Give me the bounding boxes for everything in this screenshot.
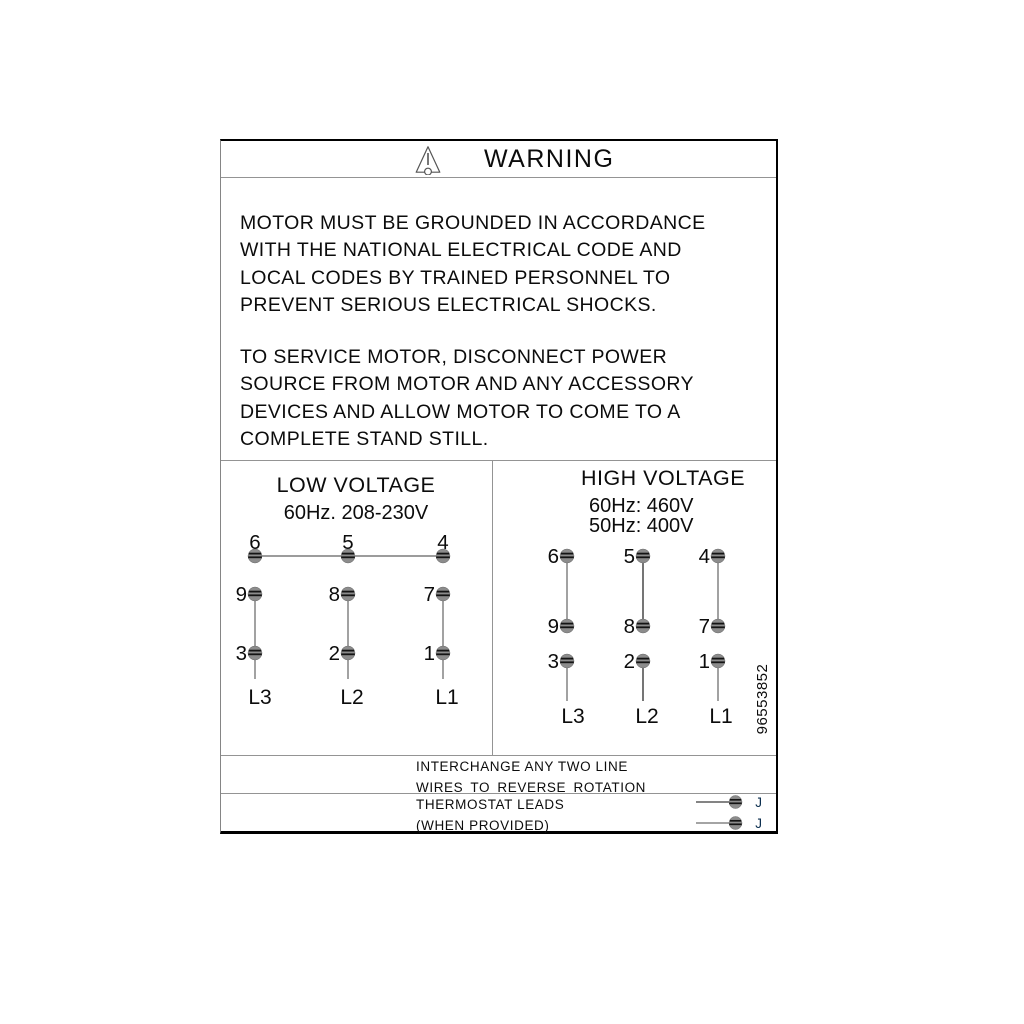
interchange-note-row: [221, 755, 776, 794]
high-voltage-diagram: [548, 466, 745, 728]
line-label-L1: L1: [435, 686, 459, 709]
warning-line: WITH THE NATIONAL ELECTRICAL CODE AND: [240, 239, 682, 262]
terminal-label: 3: [235, 642, 247, 665]
warning-paragraph-2: [240, 344, 766, 454]
terminal-label: 8: [328, 583, 340, 606]
terminal-label: 1: [698, 650, 710, 673]
warning-header: [221, 141, 776, 178]
terminal-5-high: [636, 549, 650, 563]
terminal-7-low: [436, 587, 450, 601]
interchange-note-line2: WIRES TO REVERSE ROTATION: [416, 780, 647, 795]
terminal-9-low: [248, 587, 262, 601]
terminal-9-high: [560, 619, 574, 633]
thermostat-lead-icon: [696, 794, 743, 810]
wiring-diagram-canvas: [221, 461, 776, 755]
warning-line: SOURCE FROM MOTOR AND ANY ACCESSORY: [240, 373, 694, 396]
low-voltage-diagram: [236, 473, 459, 709]
motor-warning-label: [220, 139, 778, 834]
lead-label-j: J: [755, 815, 762, 831]
thermostat-lead-1: [696, 794, 762, 810]
terminal-label: 5: [342, 531, 354, 554]
line-label-L2: L2: [635, 705, 659, 728]
terminal-6-high: [560, 549, 574, 563]
terminal-label: 2: [623, 650, 635, 673]
warning-line: PREVENT SERIOUS ELECTRICAL SHOCKS.: [240, 294, 657, 317]
warning-line: TO SERVICE MOTOR, DISCONNECT POWER: [240, 346, 668, 368]
warning-line: DEVICES AND ALLOW MOTOR TO COME TO A: [240, 400, 681, 423]
terminal-2-high: [636, 654, 650, 668]
terminal-label: 1: [423, 642, 435, 665]
line-label-L3: L3: [561, 705, 585, 728]
terminal-8-low: [341, 587, 355, 601]
terminal-3-low: [248, 646, 262, 660]
thermostat-leads-line2: (WHEN PROVIDED): [416, 818, 550, 833]
warning-paragraph-1: [240, 210, 766, 320]
low-voltage-title: LOW VOLTAGE: [276, 473, 436, 497]
lead-label-j: J: [755, 794, 762, 810]
terminal-4-high: [711, 549, 725, 563]
thermostat-lead-icon: [696, 815, 743, 831]
part-number: 96553852: [754, 663, 771, 735]
terminal-2-low: [341, 646, 355, 660]
high-voltage-freq2: 50Hz: 400V: [589, 515, 694, 537]
warning-title: WARNING: [484, 145, 615, 173]
thermostat-leads-line1: THERMOSTAT LEADS: [416, 797, 565, 812]
high-voltage-freq1: 60Hz: 460V: [589, 495, 694, 517]
terminal-8-high: [636, 619, 650, 633]
warning-line: COMPLETE STAND STILL.: [240, 428, 489, 451]
terminal-label: 2: [328, 642, 340, 665]
terminal-label: 5: [623, 545, 635, 568]
terminal-7-high: [711, 619, 725, 633]
wiring-diagrams: [221, 460, 776, 756]
line-label-L2: L2: [340, 686, 364, 709]
interchange-note-line1: INTERCHANGE ANY TWO LINE: [416, 759, 628, 774]
terminal-1-low: [436, 646, 450, 660]
terminal-label: 6: [547, 545, 559, 568]
line-label-L1: L1: [709, 705, 733, 728]
terminal-label: 3: [547, 650, 559, 673]
terminal-1-high: [711, 654, 725, 668]
low-voltage-subtitle: 60Hz. 208-230V: [283, 502, 429, 524]
line-label-L3: L3: [248, 686, 272, 709]
terminal-label: 4: [437, 531, 449, 554]
terminal-label: 8: [623, 615, 635, 638]
warning-triangle-icon: [414, 145, 442, 175]
high-voltage-title: HIGH VOLTAGE: [580, 466, 746, 490]
thermostat-lead-2: [696, 815, 762, 831]
terminal-label: 7: [698, 615, 710, 638]
thermostat-leads-row: [221, 793, 776, 831]
terminal-label: 9: [547, 615, 559, 638]
terminal-label: 7: [423, 583, 435, 606]
terminal-label: 6: [249, 531, 261, 554]
warning-line: LOCAL CODES BY TRAINED PERSONNEL TO: [240, 266, 671, 289]
terminal-label: 9: [235, 583, 247, 606]
warning-line: MOTOR MUST BE GROUNDED IN ACCORDANCE: [240, 212, 706, 234]
terminal-3-high: [560, 654, 574, 668]
terminal-label: 4: [698, 545, 710, 568]
